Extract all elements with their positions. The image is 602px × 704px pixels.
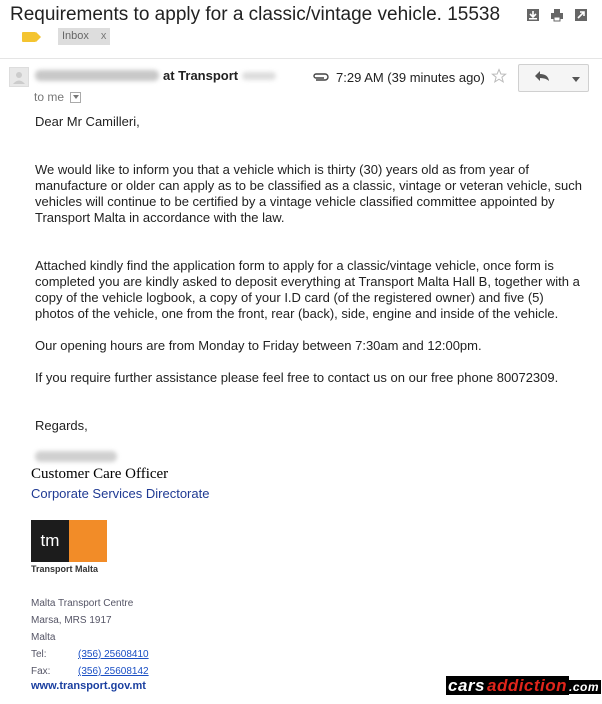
attachment-icon	[312, 70, 330, 85]
star-icon[interactable]	[491, 68, 507, 87]
label-icon[interactable]	[22, 32, 36, 42]
address-line-2: Marsa, MRS 1917	[31, 615, 112, 626]
email-paragraph-1: We would like to inform you that a vehicle which is thirty (30) years old as from year of manufacture or older can apply as to be classified as a classic, vintage or veteran vehicle, such vehicles will continue to be certified by a vintage vehicle classified committee appointed by Transport Malta in accordance with the law.	[35, 162, 583, 225]
email-paragraph-3: Our opening hours are from Monday to Friday between 7:30am and 12:00pm.	[35, 338, 482, 353]
inbox-label-chip[interactable]	[58, 28, 110, 45]
logo-caption: Transport Malta	[31, 564, 99, 574]
sender-name-redacted	[35, 70, 159, 81]
email-timestamp: 7:29 AM (39 minutes ago)	[336, 70, 485, 85]
sender-name[interactable]	[35, 68, 276, 83]
sender-name-suffix: at Transport	[163, 68, 239, 83]
signature-name-redacted	[35, 449, 117, 467]
website-link[interactable]: www.transport.gov.mt	[31, 680, 146, 692]
logo-text: tm	[31, 520, 69, 562]
chevron-down-icon	[572, 69, 580, 87]
watermark-part-1: cars	[448, 676, 485, 695]
tel-label: Tel:	[31, 649, 47, 660]
close-icon[interactable]: x	[100, 30, 107, 42]
fax-link[interactable]: (356) 25608142	[78, 666, 149, 677]
recipient-text: to me	[34, 90, 65, 104]
recipient-line	[34, 90, 81, 104]
signature-department: Corporate Services Directorate	[31, 486, 210, 501]
download-icon[interactable]	[526, 8, 540, 22]
address-line-1: Malta Transport Centre	[31, 598, 134, 609]
watermark-part-2: addiction	[486, 676, 568, 695]
print-icon[interactable]	[550, 8, 564, 22]
fax-label: Fax:	[31, 666, 51, 677]
email-greeting: Dear Mr Camilleri,	[35, 114, 140, 129]
reply-button[interactable]	[518, 64, 566, 92]
header-divider	[0, 58, 602, 59]
inbox-label-text: Inbox	[62, 30, 89, 42]
reply-icon	[534, 69, 550, 87]
details-dropdown-icon[interactable]	[70, 92, 81, 103]
email-subject: Requirements to apply for a classic/vintage vehicle. 15538	[10, 4, 501, 25]
header-actions	[526, 8, 588, 22]
logo-orange-block	[69, 520, 107, 562]
sender-email-redacted	[242, 72, 276, 80]
watermark	[446, 676, 601, 696]
address-line-3: Malta	[31, 632, 56, 643]
transport-malta-logo	[31, 520, 107, 562]
more-actions-button[interactable]	[564, 64, 589, 92]
avatar-icon	[9, 67, 29, 87]
email-closing: Regards,	[35, 418, 88, 433]
tel-link[interactable]: (356) 25608410	[78, 649, 149, 660]
signature-title: Customer Care Officer	[31, 466, 169, 482]
email-paragraph-4: If you require further assistance please feel free to contact us on our free phone 80072309.	[35, 370, 559, 385]
email-time	[312, 68, 507, 87]
email-paragraph-2: Attached kindly find the application form to apply for a classic/vintage vehicle, once form is completed you are kindly asked to deposit everything at Transport Malta Hall B, together with a copy of the vehicle logbook, a copy of your I.D card (of the registered owner) and five (5) photos of the vehicle, one from the front, rear (back), side, engine and inside of the vehicle.	[35, 258, 580, 321]
popout-icon[interactable]	[574, 8, 588, 22]
watermark-part-3: .com	[569, 680, 600, 694]
